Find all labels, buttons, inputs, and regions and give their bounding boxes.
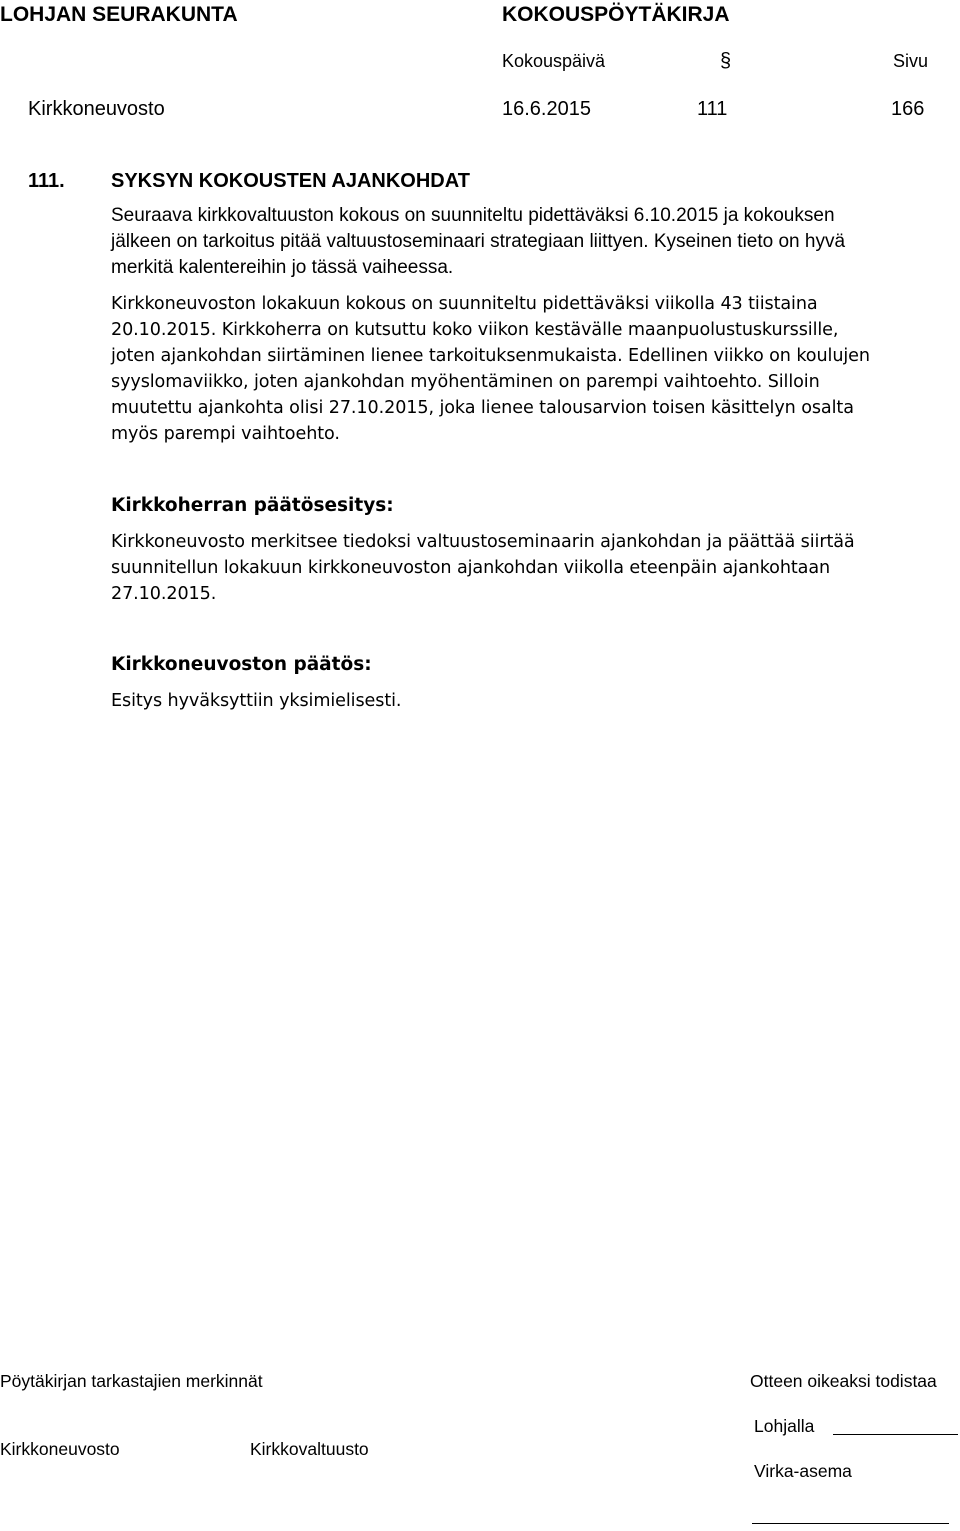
assembly-label: Kirkkovaltuusto	[250, 1439, 369, 1459]
paragraph-1	[111, 203, 845, 281]
body-name: Kirkkoneuvosto	[28, 98, 165, 120]
meeting-date: 16.6.2015	[502, 98, 591, 120]
signature-line	[752, 1523, 949, 1524]
position-label: Virka-asema	[754, 1461, 852, 1481]
paragraph-2-line: 20.10.2015. Kirkkoherra on kutsuttu koko viikon kestävälle maanpuolustuskurssille,	[111, 320, 839, 340]
organization-name: LOHJAN SEURAKUNTA	[0, 3, 238, 26]
place-signature-line	[833, 1434, 958, 1435]
proposal-heading: Kirkkoherran päätösesitys:	[111, 495, 394, 516]
paragraph-1-line: Seuraava kirkkovaltuuston kokous on suunniteltu pidettäväksi 6.10.2015 ja kokouksen	[111, 205, 835, 226]
section-sign-label: §	[720, 50, 732, 72]
paragraph-2-line: syyslomaviikko, joten ajankohdan myöhentäminen on parempi vaihtoehto. Silloin	[111, 372, 820, 392]
paragraph-2-line: joten ajankohdan siirtäminen lienee tarkoituksenmukaista. Edellinen viikko on koulujen	[111, 346, 870, 366]
place-label: Lohjalla	[754, 1416, 815, 1436]
paragraph-2-line: muutettu ajankohta olisi 27.10.2015, joka lienee talousarvion toisen käsittelyn osalta	[111, 398, 854, 418]
proposal-text	[111, 529, 855, 607]
council-label: Kirkkoneuvosto	[0, 1439, 120, 1459]
item-title: SYKSYN KOKOUSTEN AJANKOHDAT	[111, 170, 470, 192]
proposal-line: suunnitellun lokakuun kirkkoneuvoston ajankohdan viikolla eteenpäin ajankohtaan	[111, 558, 831, 578]
decision-heading: Kirkkoneuvoston päätös:	[111, 654, 372, 675]
paragraph-2	[111, 291, 870, 447]
paragraph-1-line: merkitä kalentereihin jo tässä vaiheessa.	[111, 257, 454, 278]
page-number: 166	[891, 98, 925, 120]
paragraph-1-line: jälkeen on tarkoitus pitää valtuustoseminaari strategiaan liittyen. Kyseinen tieto on hyvä	[111, 231, 846, 252]
page-column-label: Sivu	[893, 51, 929, 71]
section-number: 111	[697, 98, 728, 120]
paragraph-2-line: myös parempi vaihtoehto.	[111, 424, 340, 444]
paragraph-2-line: Kirkkoneuvoston lokakuun kokous on suunniteltu pidettäväksi viikolla 43 tiistaina	[111, 294, 818, 314]
item-number: 111.	[28, 170, 65, 192]
proposal-line: 27.10.2015.	[111, 584, 217, 604]
reviewers-label: Pöytäkirjan tarkastajien merkinnät	[0, 1371, 263, 1391]
certified-label: Otteen oikeaksi todistaa	[750, 1371, 937, 1391]
decision-text: Esitys hyväksyttiin yksimielisesti.	[111, 691, 402, 711]
proposal-line: Kirkkoneuvosto merkitsee tiedoksi valtuustoseminaarin ajankohdan ja päättää siirtää	[111, 532, 855, 552]
document-type: KOKOUSPÖYTÄKIRJA	[502, 3, 730, 26]
date-column-label: Kokouspäivä	[502, 51, 606, 71]
